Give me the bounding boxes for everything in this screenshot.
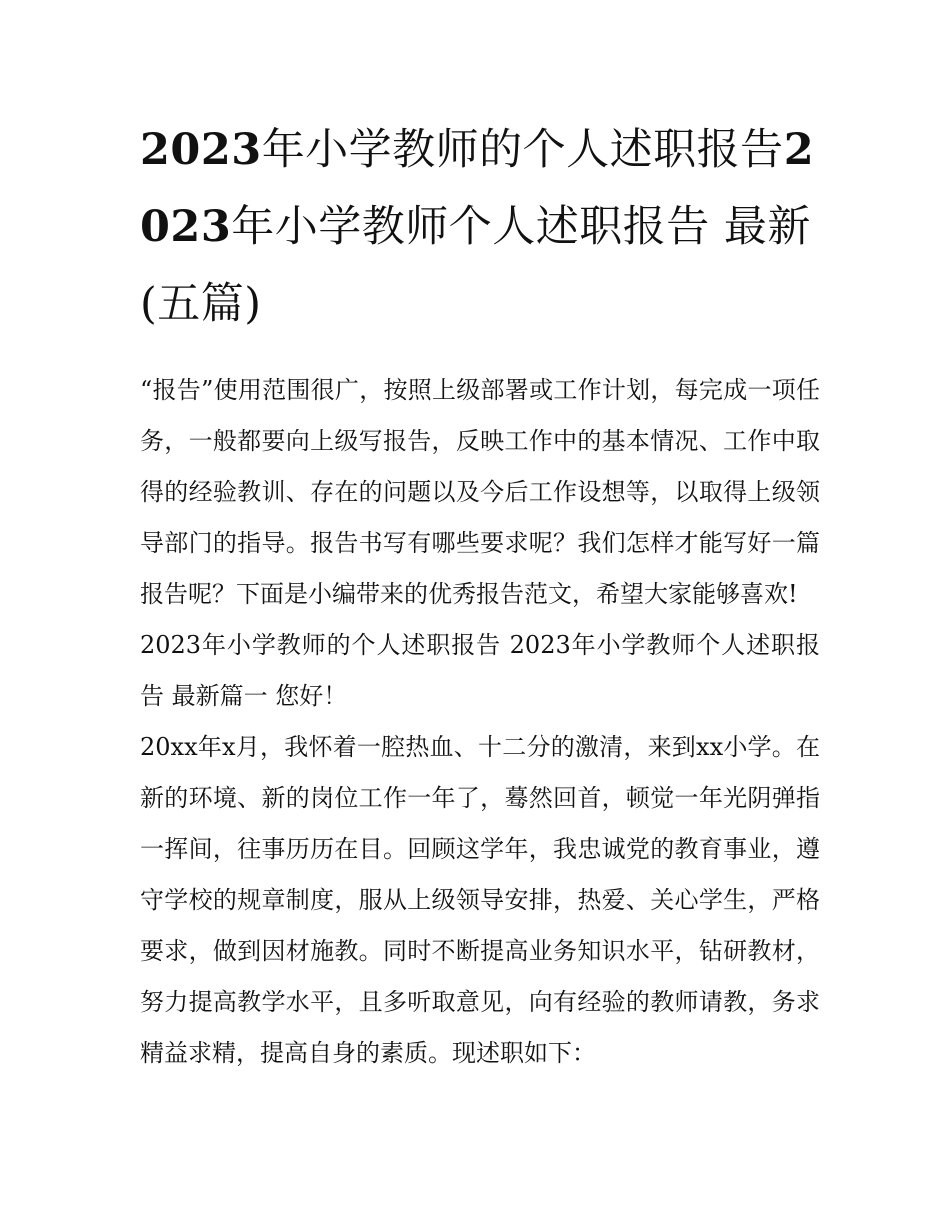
title-year-1: 2023 [140, 125, 262, 175]
body-paragraph: 20xx年x月，我怀着一腔热血、十二分的激清，来到xx小学。在新的环境、新的岗位工作一年了，蓦然回首，顿觉一年光阴弹指一挥间，往事历历在目。回顾这学年，我忠诚党的教育事业，遵守学校的规章制度，服从上级领导安排，热爱、关心学生，严格要求，做到因材施教。同时不断提高业务知识水平，钻研教材，努力提高教学水平，且多听取意见，向有经验的教师请教，务求精益求精，提高自身的素质。现述职如下： [140, 733, 820, 1067]
title-text-1: 年小学教师的个人述职报告 [261, 125, 784, 175]
document-title [140, 112, 820, 343]
document-page [140, 112, 820, 1079]
title-year-2: 2023 [140, 125, 815, 252]
intro-paragraph: “报告”使用范围很广，按照上级部署或工作计划，每完成一项任务，一般都要向上级写报告，反映工作中的基本情况、工作中取得的经验教训、存在的问题以及今后工作设想等，以取得上级领导部门的指导。报告书写有哪些要求呢？我们怎样才能写好一篇报告呢？下面是小编带来的优秀报告范文，希望大家能够喜欢! [140, 376, 820, 608]
title-text-2: 年小学教师个人述职报告 最新(五篇) [140, 202, 811, 329]
section-heading-paragraph: 2023年小学教师的个人述职报告 2023年小学教师个人述职报告 最新篇一 您好！ [140, 631, 820, 710]
